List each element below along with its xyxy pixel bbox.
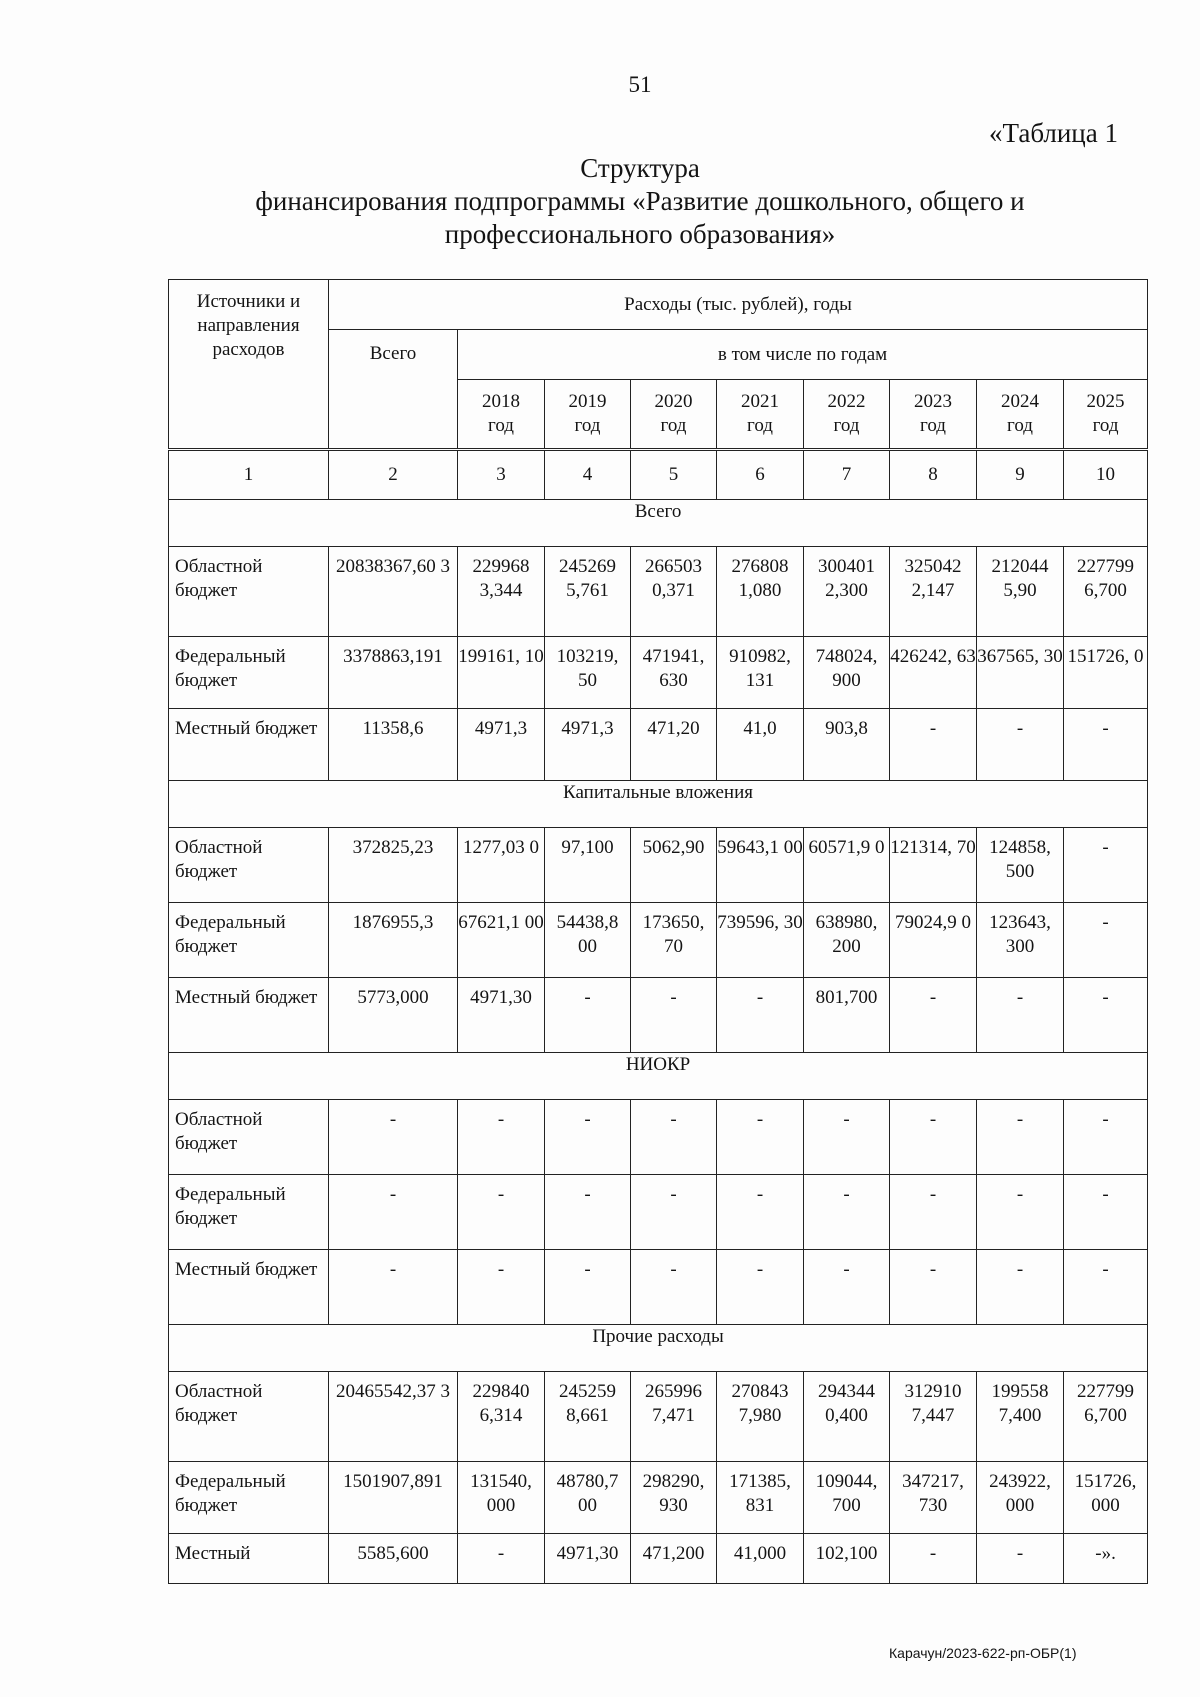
year-value-cell: - — [890, 1250, 977, 1325]
source-cell: Федеральный бюджет — [169, 1175, 329, 1250]
year-header: 2023 год — [890, 380, 977, 450]
document-title — [0, 152, 1200, 251]
total-cell: 11358,6 — [329, 709, 458, 781]
total-cell: 5773,000 — [329, 978, 458, 1053]
year-header: 2018 год — [458, 380, 545, 450]
year-value-cell: - — [545, 1100, 631, 1175]
year-value-cell: - — [1064, 1100, 1148, 1175]
year-value-cell: - — [631, 1175, 717, 1250]
source-cell: Федеральный бюджет — [169, 1462, 329, 1534]
year-value-cell: - — [804, 1175, 890, 1250]
year-value-cell: 298290, 930 — [631, 1462, 717, 1534]
page-number: 51 — [628, 72, 652, 97]
total-cell: 20838367,60 3 — [329, 547, 458, 637]
total-cell: 372825,23 — [329, 828, 458, 903]
year-value-cell: 325042 2,147 — [890, 547, 977, 637]
year-value-cell: - — [717, 978, 804, 1053]
table-row — [169, 978, 1148, 1053]
section-title: Капитальные вложения — [169, 781, 1148, 828]
year-value-cell: - — [804, 1100, 890, 1175]
year-value-cell: - — [890, 1175, 977, 1250]
year-value-cell: 300401 2,300 — [804, 547, 890, 637]
year-value-cell: - — [717, 1100, 804, 1175]
year-header: 2024 год — [977, 380, 1064, 450]
year-value-cell: 227799 6,700 — [1064, 547, 1148, 637]
year-value-cell: - — [458, 1250, 545, 1325]
source-cell: Областной бюджет — [169, 1100, 329, 1175]
year-value-cell: 265996 7,471 — [631, 1372, 717, 1462]
year-value-cell: - — [458, 1100, 545, 1175]
year-value-cell: - — [977, 1175, 1064, 1250]
financing-table — [168, 279, 1148, 1584]
title-line: Структура — [580, 153, 700, 183]
total-cell: 3378863,191 — [329, 637, 458, 709]
year-value-cell: 294344 0,400 — [804, 1372, 890, 1462]
source-cell: Федеральный бюджет — [169, 903, 329, 978]
header-by-years: в том числе по годам — [458, 330, 1148, 380]
year-value-cell: 41,0 — [717, 709, 804, 781]
source-cell: Областной бюджет — [169, 1372, 329, 1462]
year-value-cell: - — [977, 978, 1064, 1053]
year-value-cell: 243922, 000 — [977, 1462, 1064, 1534]
column-number: 10 — [1064, 450, 1148, 500]
year-value-cell: 739596, 30 — [717, 903, 804, 978]
year-value-cell: 173650, 70 — [631, 903, 717, 978]
year-value-cell: - — [631, 1250, 717, 1325]
title-line: финансирования подпрограммы «Развитие дошкольного, общего и — [255, 186, 1025, 216]
year-value-cell: 229840 6,314 — [458, 1372, 545, 1462]
year-value-cell: - — [890, 978, 977, 1053]
year-value-cell: - — [545, 1250, 631, 1325]
year-value-cell: - — [1064, 1250, 1148, 1325]
column-number: 7 — [804, 450, 890, 500]
year-value-cell: 79024,9 0 — [890, 903, 977, 978]
total-cell: - — [329, 1250, 458, 1325]
year-value-cell: 229968 3,344 — [458, 547, 545, 637]
year-value-cell: 199161, 10 — [458, 637, 545, 709]
year-value-cell: - — [631, 978, 717, 1053]
source-cell: Областной бюджет — [169, 828, 329, 903]
table-label: «Таблица 1 — [989, 118, 1118, 148]
section-title: Всего — [169, 500, 1148, 547]
table-row — [169, 547, 1148, 637]
year-value-cell: 41,000 — [717, 1534, 804, 1584]
year-value-cell: 367565, 30 — [977, 637, 1064, 709]
total-cell: 20465542,37 3 — [329, 1372, 458, 1462]
year-value-cell: - — [977, 1100, 1064, 1175]
column-number: 4 — [545, 450, 631, 500]
section-title: Прочие расходы — [169, 1325, 1148, 1372]
year-value-cell: 245259 8,661 — [545, 1372, 631, 1462]
year-value-cell: - — [631, 1100, 717, 1175]
year-value-cell: - — [1064, 903, 1148, 978]
year-header: 2021 год — [717, 380, 804, 450]
year-value-cell: 638980, 200 — [804, 903, 890, 978]
year-value-cell: 54438,8 00 — [545, 903, 631, 978]
year-header: 2025 год — [1064, 380, 1148, 450]
year-header: 2022 год — [804, 380, 890, 450]
year-value-cell: 471,200 — [631, 1534, 717, 1584]
source-cell: Областной бюджет — [169, 547, 329, 637]
year-value-cell: 109044, 700 — [804, 1462, 890, 1534]
year-value-cell: - — [1064, 1175, 1148, 1250]
year-value-cell: 151726, 0 — [1064, 637, 1148, 709]
document-footer: Карачун/2023-622-рп-ОБР(1) — [889, 1645, 1077, 1661]
column-number: 6 — [717, 450, 804, 500]
year-value-cell: - — [890, 1534, 977, 1584]
source-cell: Местный бюджет — [169, 1250, 329, 1325]
year-value-cell: 123643, 300 — [977, 903, 1064, 978]
total-cell: - — [329, 1175, 458, 1250]
year-value-cell: - — [890, 1100, 977, 1175]
year-value-cell: - — [545, 1175, 631, 1250]
table-row — [169, 1100, 1148, 1175]
year-value-cell: - — [977, 1534, 1064, 1584]
year-header: 2020 год — [631, 380, 717, 450]
header-total: Всего — [329, 330, 458, 450]
year-value-cell: 102,100 — [804, 1534, 890, 1584]
column-number: 2 — [329, 450, 458, 500]
year-value-cell: 1277,03 0 — [458, 828, 545, 903]
year-value-cell: - — [1064, 828, 1148, 903]
year-value-cell: 67621,1 00 — [458, 903, 545, 978]
source-cell: Местный бюджет — [169, 978, 329, 1053]
year-value-cell: 4971,30 — [545, 1534, 631, 1584]
year-value-cell: 212044 5,90 — [977, 547, 1064, 637]
year-value-cell: 48780,7 00 — [545, 1462, 631, 1534]
title-line: профессионального образования» — [444, 219, 836, 249]
year-value-cell: 199558 7,400 — [977, 1372, 1064, 1462]
column-number: 5 — [631, 450, 717, 500]
year-value-cell: 227799 6,700 — [1064, 1372, 1148, 1462]
year-value-cell: 748024, 900 — [804, 637, 890, 709]
table-row — [169, 903, 1148, 978]
column-number: 3 — [458, 450, 545, 500]
table-row — [169, 1462, 1148, 1534]
column-number: 1 — [169, 450, 329, 500]
year-value-cell: -». — [1064, 1534, 1148, 1584]
year-value-cell: 471941, 630 — [631, 637, 717, 709]
year-value-cell: - — [1064, 978, 1148, 1053]
year-value-cell: 121314, 70 — [890, 828, 977, 903]
source-cell: Федеральный бюджет — [169, 637, 329, 709]
year-value-cell: 171385, 831 — [717, 1462, 804, 1534]
year-value-cell: 4971,3 — [458, 709, 545, 781]
year-value-cell: 471,20 — [631, 709, 717, 781]
year-value-cell: 347217, 730 — [890, 1462, 977, 1534]
table-row — [169, 828, 1148, 903]
year-value-cell: 131540, 000 — [458, 1462, 545, 1534]
year-value-cell: 4971,3 — [545, 709, 631, 781]
header-expenses: Расходы (тыс. рублей), годы — [329, 280, 1148, 330]
year-value-cell: - — [458, 1534, 545, 1584]
year-value-cell: 245269 5,761 — [545, 547, 631, 637]
total-cell: 1501907,891 — [329, 1462, 458, 1534]
year-value-cell: - — [717, 1175, 804, 1250]
year-value-cell: 426242, 63 — [890, 637, 977, 709]
year-value-cell: - — [890, 709, 977, 781]
total-cell: - — [329, 1100, 458, 1175]
year-value-cell: - — [1064, 709, 1148, 781]
year-value-cell: - — [717, 1250, 804, 1325]
year-value-cell: 151726, 000 — [1064, 1462, 1148, 1534]
year-value-cell: 124858, 500 — [977, 828, 1064, 903]
table-row — [169, 1175, 1148, 1250]
column-number: 8 — [890, 450, 977, 500]
table-row — [169, 1372, 1148, 1462]
total-cell: 1876955,3 — [329, 903, 458, 978]
source-cell: Местный бюджет — [169, 709, 329, 781]
year-header: 2019 год — [545, 380, 631, 450]
year-value-cell: 59643,1 00 — [717, 828, 804, 903]
year-value-cell: 312910 7,447 — [890, 1372, 977, 1462]
section-title: НИОКР — [169, 1053, 1148, 1100]
year-value-cell: - — [804, 1250, 890, 1325]
year-value-cell: 801,700 — [804, 978, 890, 1053]
year-value-cell: 276808 1,080 — [717, 547, 804, 637]
year-value-cell: 903,8 — [804, 709, 890, 781]
year-value-cell: - — [977, 709, 1064, 781]
year-value-cell: 4971,30 — [458, 978, 545, 1053]
column-number: 9 — [977, 450, 1064, 500]
year-value-cell: - — [977, 1250, 1064, 1325]
year-value-cell: 97,100 — [545, 828, 631, 903]
table-row — [169, 709, 1148, 781]
total-cell: 5585,600 — [329, 1534, 458, 1584]
year-value-cell: - — [545, 978, 631, 1053]
year-value-cell: 910982, 131 — [717, 637, 804, 709]
year-value-cell: 270843 7,980 — [717, 1372, 804, 1462]
year-value-cell: 103219, 50 — [545, 637, 631, 709]
source-cell: Местный — [169, 1534, 329, 1584]
year-value-cell: 60571,9 0 — [804, 828, 890, 903]
table-row — [169, 1534, 1148, 1584]
table-row — [169, 637, 1148, 709]
year-value-cell: 266503 0,371 — [631, 547, 717, 637]
header-sources: Источники и направления расходов — [169, 280, 329, 450]
year-value-cell: 5062,90 — [631, 828, 717, 903]
table-row — [169, 1250, 1148, 1325]
year-value-cell: - — [458, 1175, 545, 1250]
